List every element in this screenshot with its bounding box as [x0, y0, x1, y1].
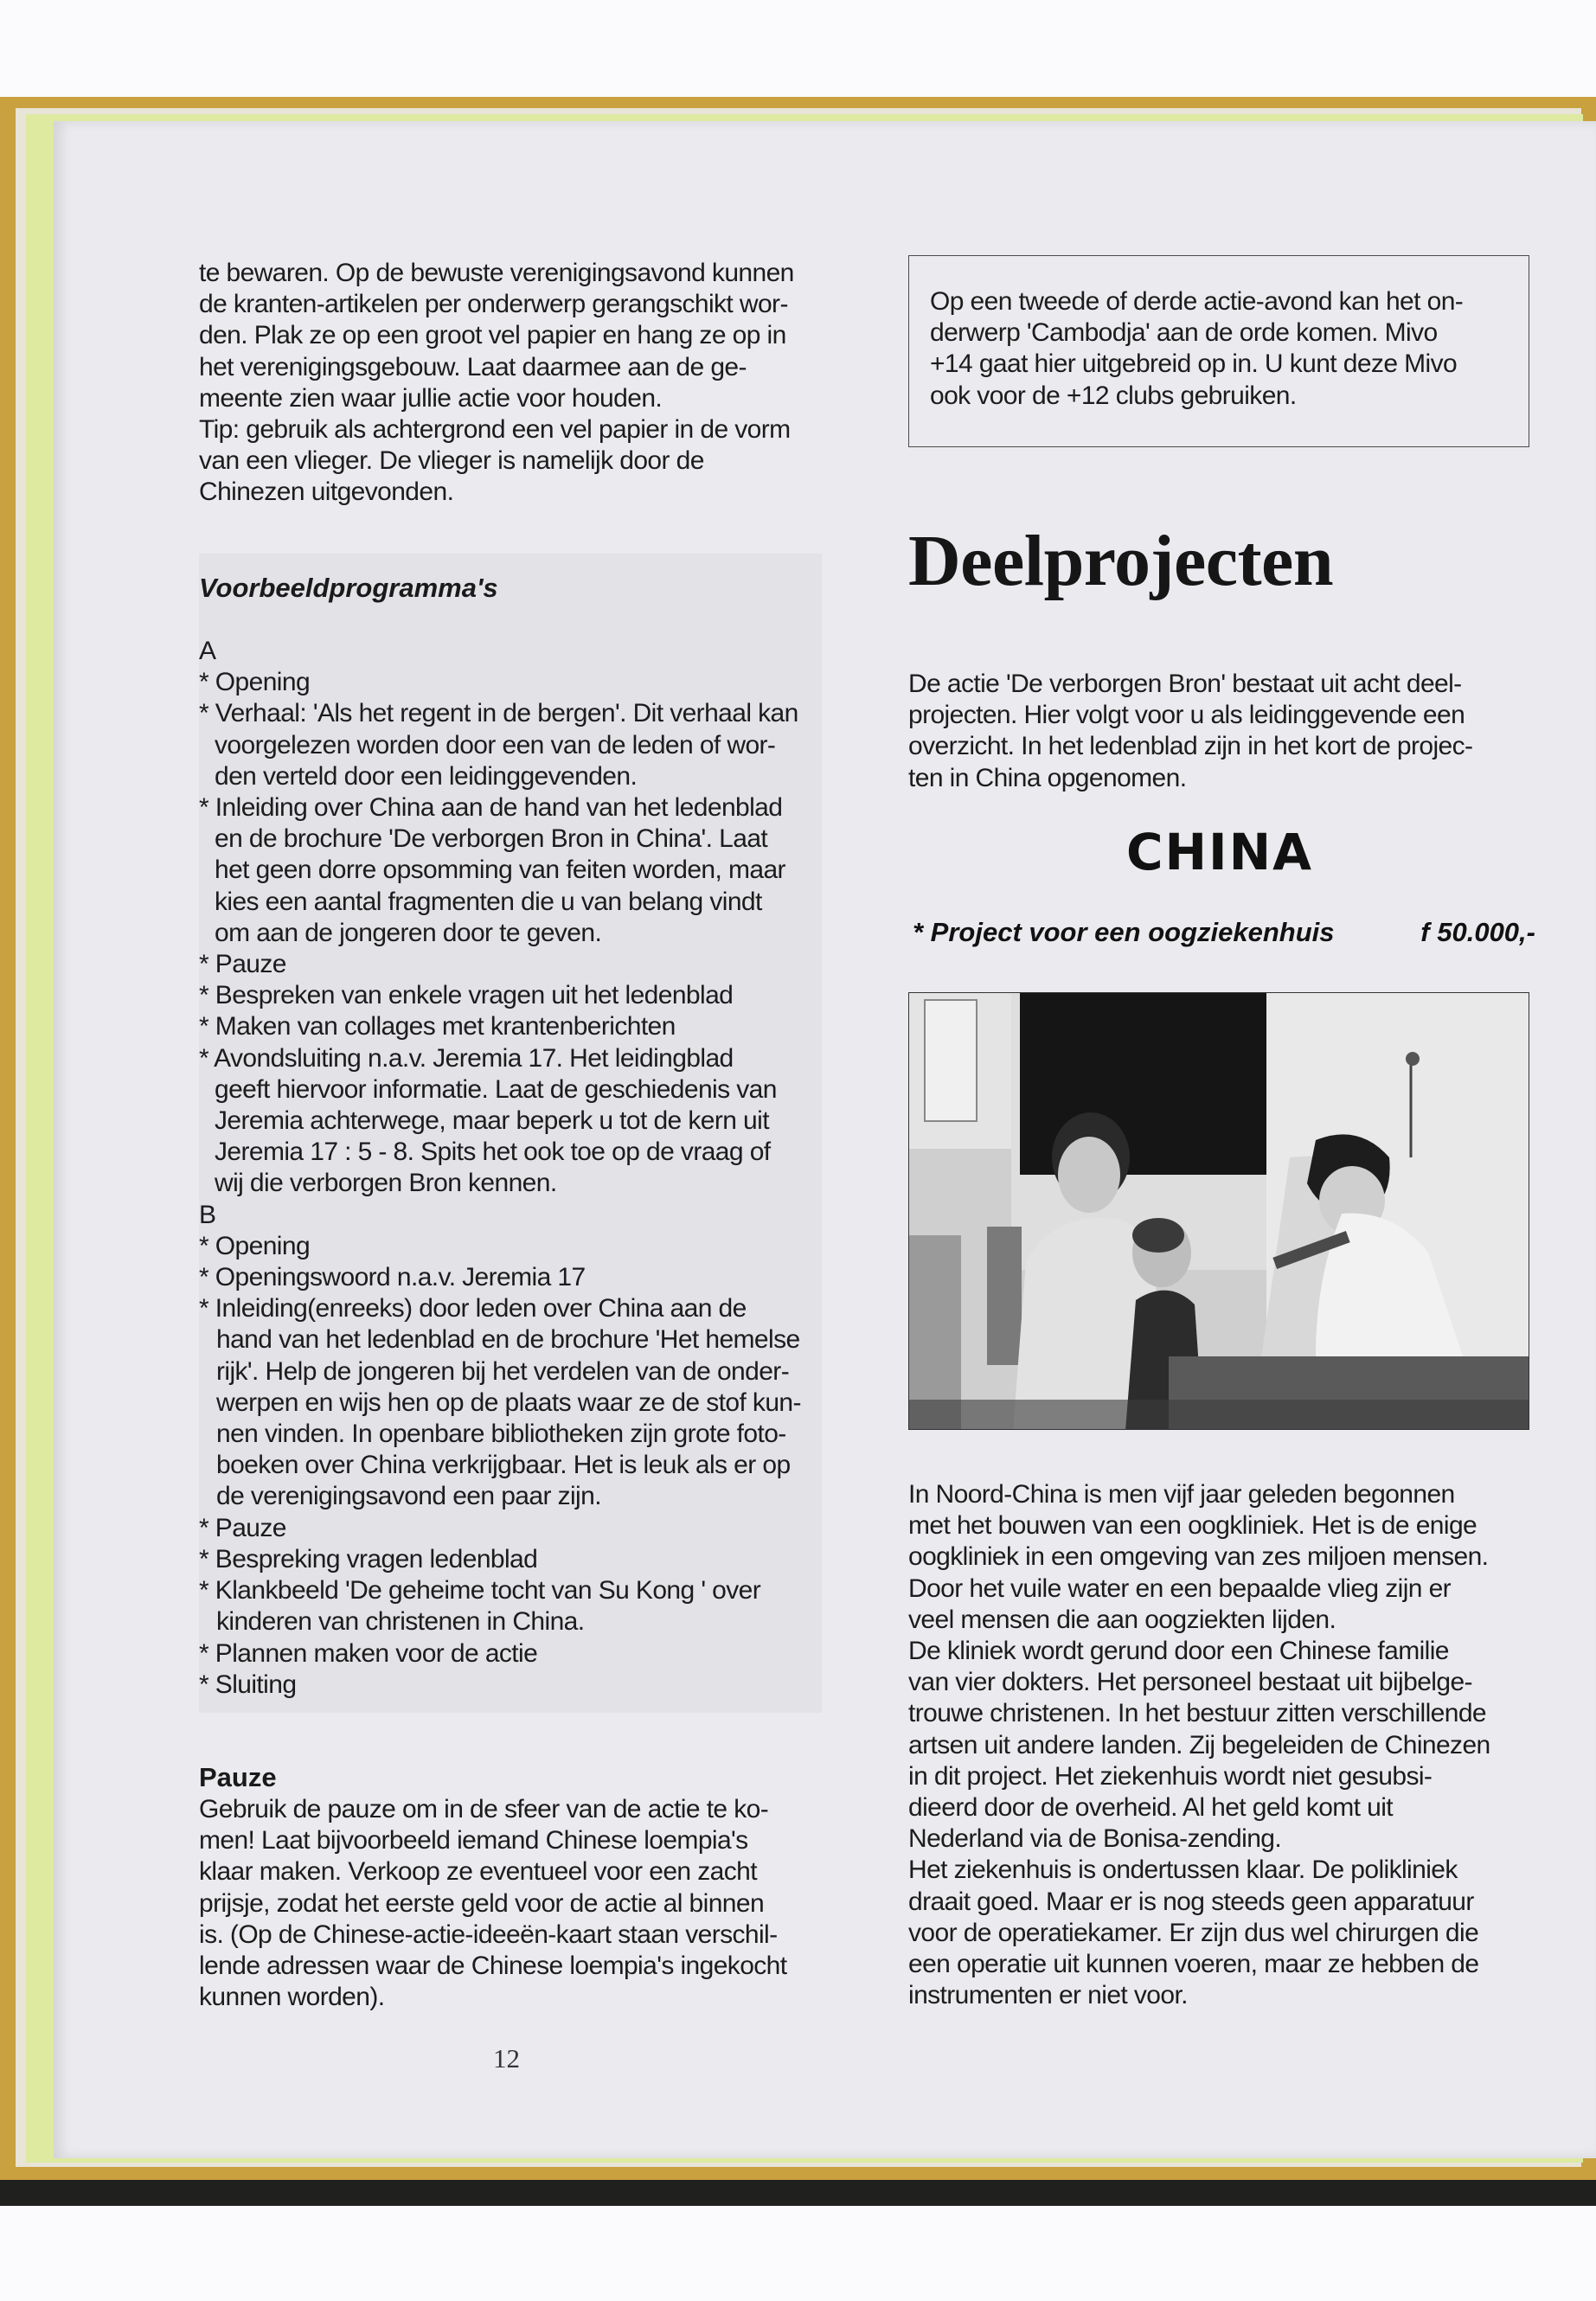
pauze-paragraph [199, 1794, 822, 2013]
program-line: * Bespreken van enkele vragen uit het ledenblad [199, 981, 734, 1010]
project-amount: f 50.000,- [1420, 917, 1535, 947]
pauze-line: lende adressen waar de Chinese loempia's ingekocht [199, 1952, 787, 1981]
intro-line: meente zien waar jullie actie voor houden. [199, 383, 663, 413]
intro-line: projecten. Hier volgt voor u als leidinggevende een [908, 701, 1465, 730]
program-line: boeken over China verkrijgbaar. Het is leuk als er op [216, 1451, 791, 1480]
program-line: rijk'. Help de jongeren bij het verdelen van de onder- [216, 1356, 790, 1386]
program-line: wij die verborgen Bron kennen. [215, 1169, 557, 1198]
pauze-line: men! Laat bijvoorbeeld iemand Chinese loempia's [199, 1826, 748, 1856]
program-line: geeft hiervoor informatie. Laat de geschiedenis van [215, 1074, 777, 1104]
pauze-heading: Pauze [199, 1762, 277, 1792]
description-line: een operatie uit kunnen voeren, maar ze hebben de [908, 1950, 1479, 1979]
program-line: het geen dorre opsomming van feiten worden, maar [215, 856, 785, 885]
project-line [913, 917, 1535, 948]
bottom-shadow-band [0, 2180, 1596, 2206]
intro-line: De actie 'De verborgen Bron' bestaat uit acht deel- [908, 670, 1462, 698]
program-line: * Pauze [199, 950, 286, 979]
clinic-photo [908, 992, 1529, 1430]
description-line: artsen uit andere landen. Zij begeleiden de Chinezen [908, 1730, 1490, 1759]
pauze-line: klaar maken. Verkoop ze eventueel voor een zacht [199, 1857, 757, 1887]
intro-line: de kranten-artikelen per onderwerp gerangschikt wor- [199, 290, 788, 319]
description-line: veel mensen die aan oogziekten lijden. [908, 1605, 1336, 1634]
program-line: * Maken van collages met krantenberichten [199, 1012, 676, 1042]
intro-line: van een vlieger. De vlieger is namelijk door de [199, 446, 704, 476]
intro-line: te bewaren. Op de bewuste verenigingsavond kunnen [199, 259, 794, 287]
program-line: werpen en wijs hen op de plaats waar ze de stof kun- [216, 1388, 801, 1417]
clinic-photo-illustration [909, 993, 1529, 1430]
pauze-line: is. (Op de Chinese-actie-ideeën-kaart staan verschil- [199, 1920, 778, 1949]
program-line: * Opening [199, 1231, 311, 1260]
pauze-line: kunnen worden). [199, 1983, 385, 2012]
program-line: kies een aantal fragmenten die u van belang vindt [215, 887, 762, 916]
program-line: hand van het ledenblad en de brochure 'Het hemelse [216, 1325, 800, 1355]
intro-line: overzicht. In het ledenblad zijn in het kort de projec- [908, 732, 1473, 761]
intro-paragraph [199, 258, 822, 509]
intro-line: Chinezen uitgevonden. [199, 478, 454, 507]
intro-line: Tip: gebruik als achtergrond een vel papier in de vorm [199, 415, 791, 445]
intro-line: het verenigingsgebouw. Laat daarmee aan de ge- [199, 352, 747, 381]
china-logo-text: CHINA [1125, 823, 1314, 881]
page-number: 12 [493, 2043, 520, 2073]
note-line: derwerp 'Cambodja' aan de orde komen. Mivo [930, 318, 1438, 348]
program-line: * Inleiding over China aan de hand van het ledenblad [199, 793, 783, 823]
program-line: * Inleiding(enreeks) door leden over China aan de [199, 1294, 747, 1324]
program-line: * Avondsluiting n.a.v. Jeremia 17. Het leidingblad [199, 1043, 734, 1073]
description-line: Nederland via de Bonisa-zending. [908, 1824, 1282, 1854]
description-line: oogkliniek in een omgeving van zes miljoen mensen. [908, 1542, 1489, 1572]
program-line: de verenigingsavond een paar zijn. [216, 1482, 601, 1511]
program-line: * Klankbeeld 'De geheime tocht van Su Kong ' over [199, 1576, 761, 1606]
program-list [199, 636, 830, 1701]
china-logo [1116, 817, 1324, 887]
program-line: den verteld door een leidinggevenden. [215, 761, 638, 791]
project-description [908, 1479, 1544, 2011]
program-line: * Openingswoord n.a.v. Jeremia 17 [199, 1263, 586, 1292]
program-line: en de brochure 'De verborgen Bron in China'. Laat [215, 824, 768, 854]
program-line: B [199, 1200, 216, 1229]
note-line: ook voor de +12 clubs gebruiken. [930, 381, 1297, 410]
note-line: Op een tweede of derde actie-avond kan het on- [930, 287, 1464, 316]
program-line: A [199, 637, 216, 665]
program-line: * Plannen maken voor de actie [199, 1638, 538, 1668]
program-line: * Pauze [199, 1513, 286, 1542]
deelprojecten-intro [908, 669, 1540, 794]
pauze-line: Gebruik de pauze om in de sfeer van de actie te ko- [199, 1795, 769, 1823]
description-line: De kliniek wordt gerund door een Chinese familie [908, 1637, 1449, 1666]
program-line: om aan de jongeren door te geven. [215, 918, 602, 947]
description-line: met het bouwen van een oogkliniek. Het is de enige [908, 1511, 1477, 1541]
description-line: voor de operatiekamer. Er zijn dus wel chirurgen die [908, 1918, 1479, 1947]
section-title: Deelprojecten [908, 521, 1334, 601]
description-line: Door het vuile water en een bepaalde vlieg zijn er [908, 1574, 1452, 1603]
cambodja-note-box [908, 255, 1529, 447]
description-line: trouwe christenen. In het bestuur zitten verschillende [908, 1699, 1486, 1728]
program-line: * Opening [199, 668, 311, 697]
note-line: +14 gaat hier uitgebreid op in. U kunt deze Mivo [930, 349, 1458, 379]
description-line: van vier dokters. Het personeel bestaat uit bijbelge- [908, 1668, 1472, 1697]
description-line: instrumenten er niet voor. [908, 1981, 1188, 2010]
program-line: * Verhaal: 'Als het regent in de bergen'. Dit verhaal kan [199, 699, 798, 728]
description-line: dieerd door de overheid. Al het geld komt uit [908, 1793, 1394, 1823]
program-line: * Sluiting [199, 1670, 297, 1699]
program-line: voorgelezen worden door een van de leden of wor- [215, 730, 776, 760]
description-line: Het ziekenhuis is ondertussen klaar. De polikliniek [908, 1856, 1458, 1885]
program-line: kinderen van christenen in China. [216, 1607, 585, 1637]
program-line: Jeremia 17 : 5 - 8. Spits het ook toe op de vraag of [215, 1138, 771, 1167]
program-line: Jeremia achterwege, maar beperk u tot de kern uit [215, 1106, 769, 1136]
note-text [930, 286, 1518, 412]
description-line: In Noord-China is men vijf jaar geleden begonnen [908, 1480, 1455, 1509]
program-heading: Voorbeeldprogramma's [199, 573, 498, 603]
project-label: * Project voor een oogziekenhuis [913, 917, 1335, 947]
program-line: nen vinden. In openbare bibliotheken zijn grote foto- [216, 1420, 786, 1449]
intro-line: den. Plak ze op een groot vel papier en hang ze op in [199, 321, 786, 350]
pauze-line: prijsje, zodat het eerste geld voor de actie al binnen [199, 1888, 765, 1918]
description-line: draait goed. Maar er is nog steeds geen apparatuur [908, 1887, 1474, 1916]
description-line: in dit project. Het ziekenhuis wordt niet gesubsi- [908, 1761, 1433, 1791]
intro-line: ten in China opgenomen. [908, 763, 1187, 792]
program-line: * Bespreking vragen ledenblad [199, 1544, 538, 1574]
